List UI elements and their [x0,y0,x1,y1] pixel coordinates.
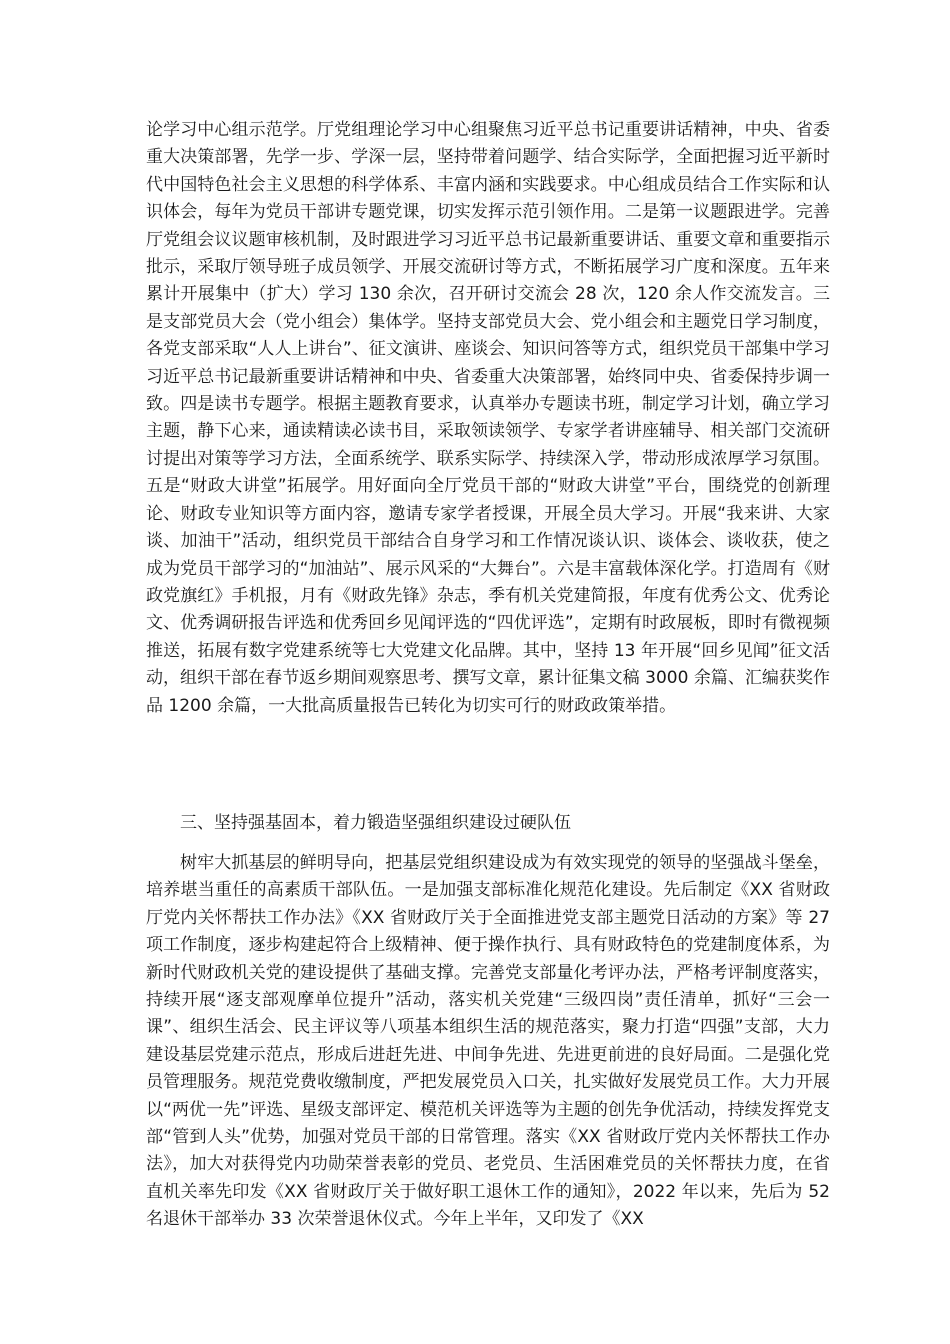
section-heading: 三、坚持强基固本，着力锻造坚强组织建设过硬队伍 [180,813,571,833]
body-paragraph: 树牢大抓基层的鲜明导向，把基层党组织建设成为有效实现党的领导的坚强战斗堡垒，培养堪当重任的高素质干部队伍。一是加强支部标准化规范化建设。先后制定《XX 省财政厅党内关怀帮扶工作办法》《XX 省财政厅关于全面推进党支部主题党日活动的方案》等 27 项工作制度，逐步构建起符合上级精神、便于操作执行、具有财政特色的党建制度体系，为新时代财政机关党的建设提供了基础支撑。完善党支部量化考评办法，严格考评制度落实，持续开展“逐支部观摩单位提升”活动，落实机关党建“三级四岗”责任清单，抓好“三会一课”、组织生活会、民主评议等八项基本组织生活的规范落实，聚力打造“四强”支部，大力建设基层党建示范点，形成后进赶先进、中间争先进、先进更前进的良好局面。二是强化党员管理服务。规范党费收缴制度，严把发展党员入口关，扎实做好发展党员工作。大力开展以“两优一先”评选、星级支部评定、模范机关评选等为主题的创先争优活动，持续发挥党支部“管到人头”优势，加强对党员干部的日常管理。落实《XX 省财政厅党内关怀帮扶工作办法》，加大对获得党内功勋荣誉表彰的党员、老党员、生活困难党员的关怀帮扶力度，在省直机关率先印发《XX 省财政厅关于做好职工退休工作的通知》，2022 年以来，先后为 52 名退休干部举办 33 次荣誉退休仪式。今年上半年，又印发了《XX [146,853,830,1230]
body-paragraph: 论学习中心组示范学。厅党组理论学习中心组聚焦习近平总书记重要讲话精神，中央、省委重大决策部署，先学一步、学深一层，坚持带着问题学、结合实际学，全面把握习近平新时代中国特色社会主义思想的科学体系、丰富内涵和实践要求。中心组成员结合工作实际和认识体会，每年为党员干部讲专题党课，切实发挥示范引领作用。二是第一议题跟进学。完善厅党组会议议题审核机制，及时跟进学习习近平总书记最新重要讲话、重要文章和重要指示批示，采取厅领导班子成员领学、开展交流研讨等方式，不断拓展学习广度和深度。五年来累计开展集中（扩大）学习 130 余次，召开研讨交流会 28 次，120 余人作交流发言。三是支部党员大会（党小组会）集体学。坚持支部党员大会、党小组会和主题党日学习制度，各党支部采取“人人上讲台”、征文演讲、座谈会、知识问答等方式，组织党员干部集中学习习近平总书记最新重要讲话精神和中央、省委重大决策部署，始终同中央、省委保持步调一致。四是读书专题学。根据主题教育要求，认真举办专题读书班，制定学习计划，确立学习主题，静下心来，通读精读必读书目，采取领读领学、专家学者讲座辅导、相关部门交流研讨提出对策等学习方法，全面系统学、联系实际学、持续深入学，带动形成浓厚学习氛围。五是“财政大讲堂”拓展学。用好面向全厅党员干部的“财政大讲堂”平台，围绕党的创新理论、财政专业知识等方面内容，邀请专家学者授课，开展全员大学习。开展“我来讲、大家谈、加油干”活动，组织党员干部结合自身学习和工作情况谈认识、谈体会、谈收获，使之成为党员干部学习的“加油站”、展示风采的“大舞台”。六是丰富载体深化学。打造周有《财政党旗红》手机报，月有《财政先锋》杂志，季有机关党建简报，年度有优秀公文、优秀论文、优秀调研报告评选和优秀回乡见闻评选的“四优评选”，定期有时政展板，即时有微视频推送，拓展有数字党建系统等七大党建文化品牌。其中，坚持 13 年开展“回乡见闻”征文活动，组织干部在春节返乡期间观察思考、撰写文章，累计征集文稿 3000 余篇、汇编获奖作品 1200 余篇，一大批高质量报告已转化为切实可行的财政政策举措。 [146,120,830,716]
